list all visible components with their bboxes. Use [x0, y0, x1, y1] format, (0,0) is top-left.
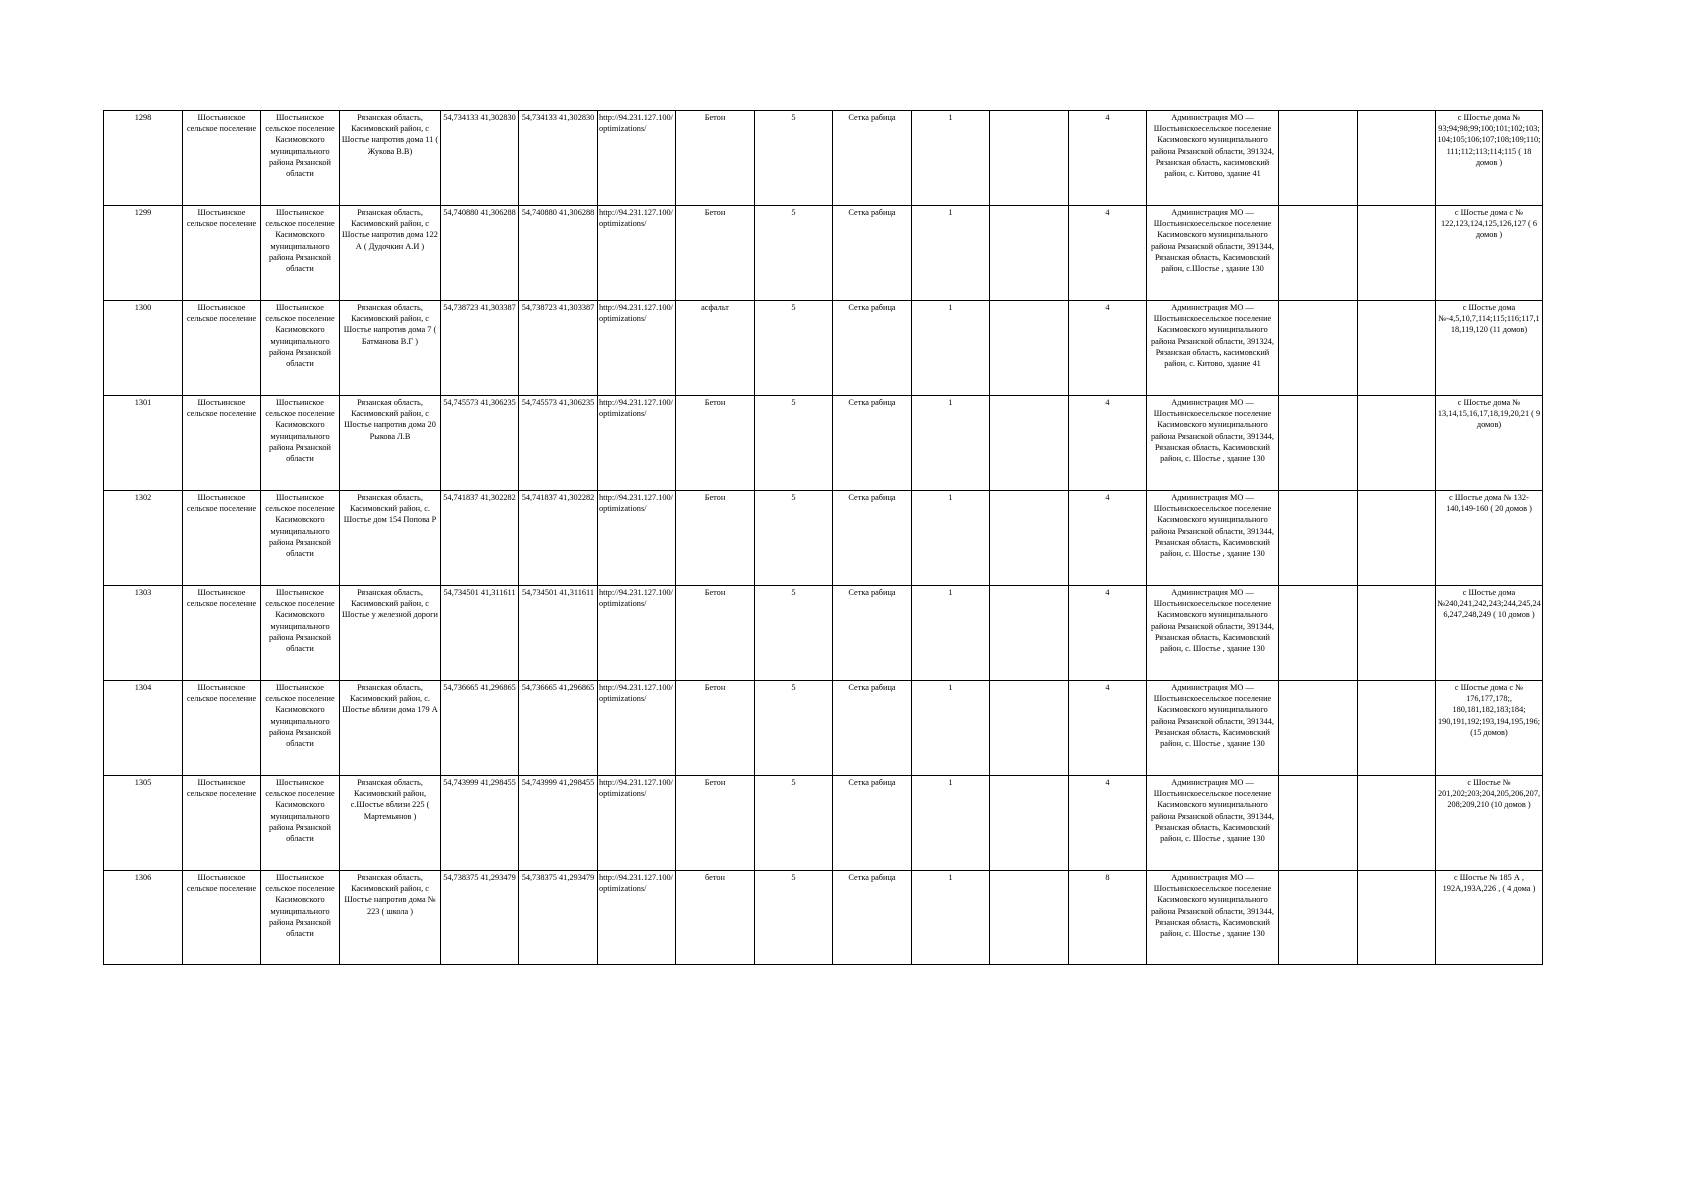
- address-cell: Рязанская область, Касимовский район, с Шостье напротив дома 20 Рыкова Л.В: [340, 396, 441, 491]
- empty-cell: [1358, 871, 1436, 965]
- map-link-cell: http://94.231.127.100/optimizations/: [598, 301, 676, 396]
- table-row: [104, 206, 1543, 301]
- coordinates-duplicate-cell: 54,736665 41,296865: [519, 681, 598, 776]
- table-row: [104, 586, 1543, 681]
- empty-cell: [1358, 111, 1436, 206]
- area-cell: 5: [755, 586, 833, 681]
- table-row: [104, 396, 1543, 491]
- served-houses-cell: с Шостье дома с № 176,177,178;, 180,181,182,183;184; 190,191,192;193,194,195,196; (15 домов): [1436, 681, 1543, 776]
- served-houses-cell: с Шостье дома № 13,14,15,16,17,18,19,20,21 ( 9 домов): [1436, 396, 1543, 491]
- address-cell: Рязанская область, Касимовский район, с Шостье у железной дороги: [340, 586, 441, 681]
- coordinates-duplicate-cell: 54,743999 41,298455: [519, 776, 598, 871]
- address-cell: Рязанская область, Касимовский район, с.Шостье вблизи 225 ( Мартемьянов ): [340, 776, 441, 871]
- row-number-cell: 1299: [104, 206, 183, 301]
- container-count-cell: 1: [912, 586, 990, 681]
- surface-type-cell: Бетон: [676, 776, 755, 871]
- fence-type-cell: Сетка рабица: [833, 871, 912, 965]
- empty-cell: [1358, 206, 1436, 301]
- owner-cell: Шостьинское сельское поселение Касимовского муниципального района Рязанской области: [261, 301, 340, 396]
- coordinates-cell: 54,734133 41,302830: [441, 111, 519, 206]
- settlement-cell: Шостьинское сельское поселение: [183, 491, 261, 586]
- table-row: [104, 301, 1543, 396]
- container-volume-cell: 4: [1069, 491, 1147, 586]
- fence-type-cell: Сетка рабица: [833, 776, 912, 871]
- coordinates-duplicate-cell: 54,738375 41,293479: [519, 871, 598, 965]
- map-link-cell: http://94.231.127.100/optimizations/: [598, 111, 676, 206]
- container-volume-cell: 4: [1069, 301, 1147, 396]
- served-houses-cell: с Шостье № 201,202;203;204,205,206,207,208;209,210 (10 домов ): [1436, 776, 1543, 871]
- map-link-cell: http://94.231.127.100/optimizations/: [598, 206, 676, 301]
- settlement-cell: Шостьинское сельское поселение: [183, 586, 261, 681]
- surface-type-cell: Бетон: [676, 586, 755, 681]
- empty-cell: [990, 776, 1069, 871]
- empty-cell: [990, 111, 1069, 206]
- container-count-cell: 1: [912, 396, 990, 491]
- container-volume-cell: 4: [1069, 776, 1147, 871]
- fence-type-cell: Сетка рабица: [833, 206, 912, 301]
- fence-type-cell: Сетка рабица: [833, 301, 912, 396]
- table-row: [104, 111, 1543, 206]
- coordinates-cell: 54,743999 41,298455: [441, 776, 519, 871]
- address-cell: Рязанская область, Касимовский район, с Шостье напротив дома 122 А ( Дудочкин А.И ): [340, 206, 441, 301]
- table-row: [104, 776, 1543, 871]
- empty-cell: [990, 681, 1069, 776]
- empty-cell: [1279, 776, 1358, 871]
- administration-cell: Администрация МО — Шостьинскоесельское поселение Касимовского муниципального района Рязанской области, 391344, Рязанская область, Касимовский район, с. Шостье , здание 130: [1147, 681, 1279, 776]
- coordinates-duplicate-cell: 54,740880 41,306288: [519, 206, 598, 301]
- settlement-cell: Шостьинское сельское поселение: [183, 871, 261, 965]
- map-link-cell: http://94.231.127.100/optimizations/: [598, 396, 676, 491]
- surface-type-cell: Бетон: [676, 396, 755, 491]
- settlement-cell: Шостьинское сельское поселение: [183, 206, 261, 301]
- coordinates-cell: 54,738723 41,303387: [441, 301, 519, 396]
- area-cell: 5: [755, 111, 833, 206]
- area-cell: 5: [755, 491, 833, 586]
- empty-cell: [1358, 586, 1436, 681]
- container-volume-cell: 4: [1069, 396, 1147, 491]
- container-volume-cell: 4: [1069, 681, 1147, 776]
- coordinates-duplicate-cell: 54,738723 41,303387: [519, 301, 598, 396]
- served-houses-cell: с Шостье дома с № 122,123,124,125,126,127 ( 6 домов ): [1436, 206, 1543, 301]
- table-row: [104, 871, 1543, 965]
- surface-type-cell: Бетон: [676, 111, 755, 206]
- waste-sites-table: [103, 110, 1543, 965]
- empty-cell: [1358, 491, 1436, 586]
- row-number-cell: 1302: [104, 491, 183, 586]
- container-count-cell: 1: [912, 491, 990, 586]
- table-row: [104, 491, 1543, 586]
- surface-type-cell: бетон: [676, 871, 755, 965]
- administration-cell: Администрация МО — Шостьинскоесельское поселение Касимовского муниципального района Рязанской области, 391344, Рязанская область, Касимовский район, с. Шостье , здание 130: [1147, 396, 1279, 491]
- surface-type-cell: Бетон: [676, 206, 755, 301]
- area-cell: 5: [755, 871, 833, 965]
- administration-cell: Администрация МО — Шостьинскоесельское поселение Касимовского муниципального района Рязанской области, 391344, Рязанская область, Касимовский район, с. Шостье , здание 130: [1147, 586, 1279, 681]
- area-cell: 5: [755, 396, 833, 491]
- coordinates-cell: 54,734501 41,311611: [441, 586, 519, 681]
- area-cell: 5: [755, 681, 833, 776]
- administration-cell: Администрация МО — Шостьинскоесельское поселение Касимовского муниципального района Рязанской области, 391344, Рязанская область, Касимовский район, с. Шостье , здание 130: [1147, 491, 1279, 586]
- row-number-cell: 1305: [104, 776, 183, 871]
- row-number-cell: 1300: [104, 301, 183, 396]
- area-cell: 5: [755, 776, 833, 871]
- container-count-cell: 1: [912, 111, 990, 206]
- administration-cell: Администрация МО — Шостьинскоесельское поселение Касимовского муниципального района Рязанской области, 391344, Рязанская область, Касимовский район, с. Шостье , здание 130: [1147, 776, 1279, 871]
- owner-cell: Шостьинское сельское поселение Касимовского муниципального района Рязанской области: [261, 111, 340, 206]
- fence-type-cell: Сетка рабица: [833, 111, 912, 206]
- coordinates-cell: 54,745573 41,306235: [441, 396, 519, 491]
- administration-cell: Администрация МО — Шостьинскоесельское поселение Касимовского муниципального района Рязанской области, 391344, Рязанская область, Касимовский район, с.Шостье , здание 130: [1147, 206, 1279, 301]
- coordinates-cell: 54,738375 41,293479: [441, 871, 519, 965]
- coordinates-duplicate-cell: 54,734501 41,311611: [519, 586, 598, 681]
- owner-cell: Шостьинское сельское поселение Касимовского муниципального района Рязанской области: [261, 206, 340, 301]
- fence-type-cell: Сетка рабица: [833, 586, 912, 681]
- map-link-cell: http://94.231.127.100/optimizations/: [598, 491, 676, 586]
- owner-cell: Шостьинское сельское поселение Касимовского муниципального района Рязанской области: [261, 396, 340, 491]
- area-cell: 5: [755, 301, 833, 396]
- empty-cell: [1358, 776, 1436, 871]
- settlement-cell: Шостьинское сельское поселение: [183, 396, 261, 491]
- empty-cell: [1279, 681, 1358, 776]
- container-count-cell: 1: [912, 206, 990, 301]
- settlement-cell: Шостьинское сельское поселение: [183, 681, 261, 776]
- empty-cell: [1358, 301, 1436, 396]
- table-row: [104, 681, 1543, 776]
- owner-cell: Шостьинское сельское поселение Касимовского муниципального района Рязанской области: [261, 871, 340, 965]
- settlement-cell: Шостьинское сельское поселение: [183, 111, 261, 206]
- coordinates-cell: 54,736665 41,296865: [441, 681, 519, 776]
- owner-cell: Шостьинское сельское поселение Касимовского муниципального района Рязанской области: [261, 681, 340, 776]
- owner-cell: Шостьинское сельское поселение Касимовского муниципального района Рязанской области: [261, 776, 340, 871]
- address-cell: Рязанская область, Касимовский район, с. Шостье вблизи дома 179 А: [340, 681, 441, 776]
- served-houses-cell: с Шостье № 185 А , 192А,193А,226 , ( 4 дома ): [1436, 871, 1543, 965]
- container-count-cell: 1: [912, 776, 990, 871]
- empty-cell: [1279, 586, 1358, 681]
- empty-cell: [990, 871, 1069, 965]
- empty-cell: [990, 396, 1069, 491]
- surface-type-cell: Бетон: [676, 681, 755, 776]
- coordinates-cell: 54,741837 41,302282: [441, 491, 519, 586]
- settlement-cell: Шостьинское сельское поселение: [183, 776, 261, 871]
- fence-type-cell: Сетка рабица: [833, 491, 912, 586]
- fence-type-cell: Сетка рабица: [833, 681, 912, 776]
- empty-cell: [990, 206, 1069, 301]
- surface-type-cell: асфальт: [676, 301, 755, 396]
- coordinates-duplicate-cell: 54,734133 41,302830: [519, 111, 598, 206]
- served-houses-cell: с Шостье дома № 132-140,149-160 ( 20 домов ): [1436, 491, 1543, 586]
- coordinates-duplicate-cell: 54,745573 41,306235: [519, 396, 598, 491]
- empty-cell: [990, 301, 1069, 396]
- container-count-cell: 1: [912, 871, 990, 965]
- empty-cell: [990, 491, 1069, 586]
- area-cell: 5: [755, 206, 833, 301]
- served-houses-cell: с Шостье дома № 93;94;98;99;100;101;102;103;104;105;106;107;108;109;110;111;112;113;114;115 ( 18 домов ): [1436, 111, 1543, 206]
- container-volume-cell: 4: [1069, 586, 1147, 681]
- row-number-cell: 1304: [104, 681, 183, 776]
- row-number-cell: 1303: [104, 586, 183, 681]
- empty-cell: [1279, 871, 1358, 965]
- coordinates-cell: 54,740880 41,306288: [441, 206, 519, 301]
- address-cell: Рязанская область, Касимовский район, с Шостье напротив дома № 223 ( школа ): [340, 871, 441, 965]
- settlement-cell: Шостьинское сельское поселение: [183, 301, 261, 396]
- empty-cell: [1358, 396, 1436, 491]
- surface-type-cell: Бетон: [676, 491, 755, 586]
- empty-cell: [1279, 396, 1358, 491]
- container-volume-cell: 4: [1069, 206, 1147, 301]
- address-cell: Рязанская область, Касимовский район, с Шостье напротив дома 11 ( Жукова В.В): [340, 111, 441, 206]
- administration-cell: Администрация МО — Шостьинскоесельское поселение Касимовского муниципального района Рязанской области, 391344, Рязанская область, Касимовский район, с. Шостье , здание 130: [1147, 871, 1279, 965]
- address-cell: Рязанская область, Касимовский район, с. Шостье дом 154 Попова Р: [340, 491, 441, 586]
- container-count-cell: 1: [912, 681, 990, 776]
- container-count-cell: 1: [912, 301, 990, 396]
- empty-cell: [1279, 206, 1358, 301]
- empty-cell: [990, 586, 1069, 681]
- row-number-cell: 1306: [104, 871, 183, 965]
- fence-type-cell: Сетка рабица: [833, 396, 912, 491]
- coordinates-duplicate-cell: 54,741837 41,302282: [519, 491, 598, 586]
- empty-cell: [1358, 681, 1436, 776]
- empty-cell: [1279, 301, 1358, 396]
- administration-cell: Администрация МО — Шостьинскоесельское поселение Касимовского муниципального района Рязанской области, 391324, Рязанская область, касимовский район, с. Китово, здание 41: [1147, 301, 1279, 396]
- administration-cell: Администрация МО — Шостьинскоесельское поселение Касимовского муниципального района Рязанской области, 391324, Рязанская область, касимовский район, с. Китово, здание 41: [1147, 111, 1279, 206]
- row-number-cell: 1301: [104, 396, 183, 491]
- served-houses-cell: с Шостье дома №-4,5,10,7,114;115;116;117,118,119,120 (11 домов): [1436, 301, 1543, 396]
- container-volume-cell: 8: [1069, 871, 1147, 965]
- served-houses-cell: с Шостье дома №240,241,242,243;244,245,246,247,248,249 ( 10 домов ): [1436, 586, 1543, 681]
- empty-cell: [1279, 111, 1358, 206]
- address-cell: Рязанская область, Касимовский район, с Шостье напротив дома 7 ( Батманова В.Г ): [340, 301, 441, 396]
- empty-cell: [1279, 491, 1358, 586]
- map-link-cell: http://94.231.127.100/optimizations/: [598, 776, 676, 871]
- owner-cell: Шостьинское сельское поселение Касимовского муниципального района Рязанской области: [261, 491, 340, 586]
- container-volume-cell: 4: [1069, 111, 1147, 206]
- map-link-cell: http://94.231.127.100/optimizations/: [598, 586, 676, 681]
- table-body: [104, 111, 1543, 965]
- map-link-cell: http://94.231.127.100/optimizations/: [598, 681, 676, 776]
- map-link-cell: http://94.231.127.100/optimizations/: [598, 871, 676, 965]
- row-number-cell: 1298: [104, 111, 183, 206]
- owner-cell: Шостьинское сельское поселение Касимовского муниципального района Рязанской области: [261, 586, 340, 681]
